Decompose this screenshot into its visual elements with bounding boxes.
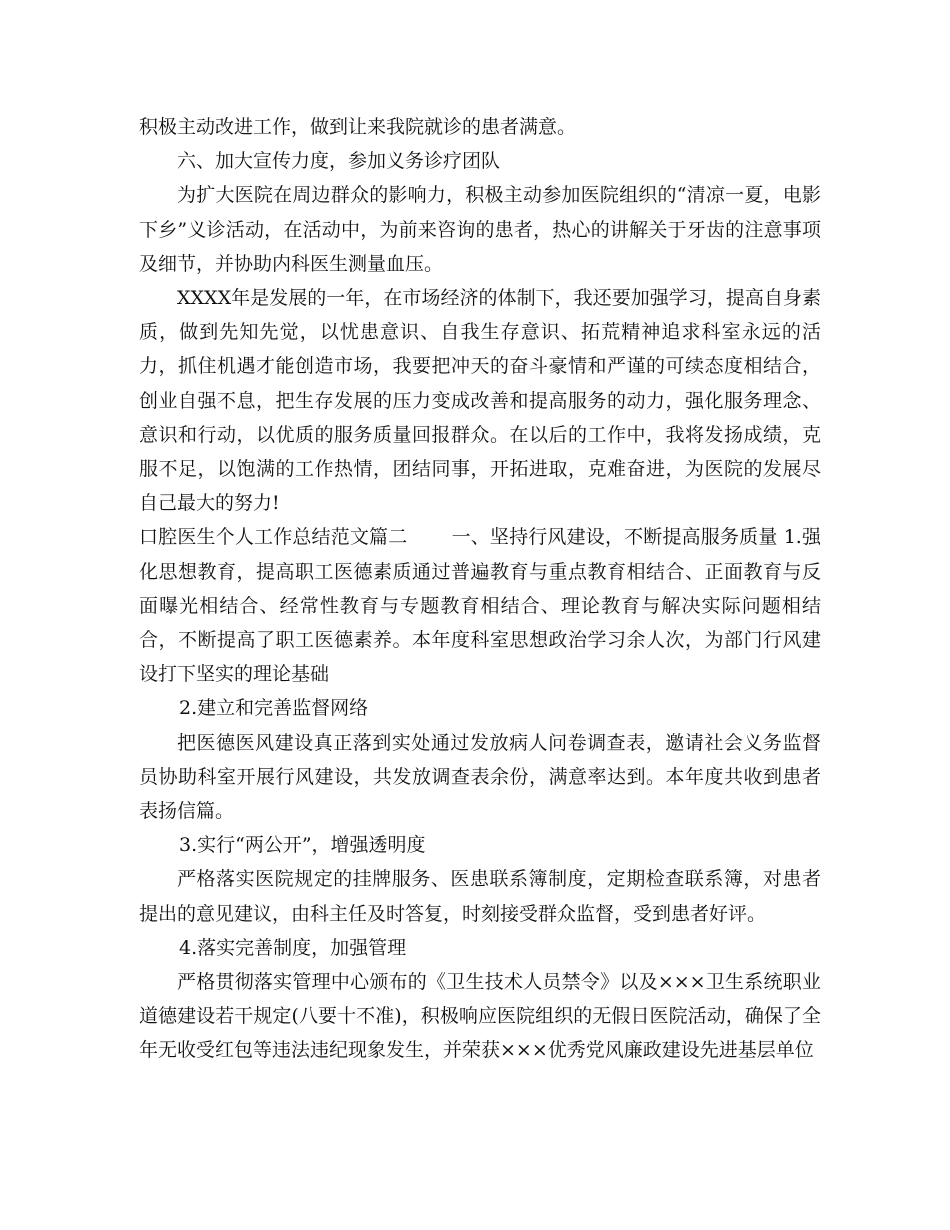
paragraph-part-two [139, 520, 821, 691]
paragraph-outreach: 为扩大医院在周边群众的影响力，积极主动参加医院组织的“清凉一夏，电影下乡”义诊活动，在活动中，为前来咨询的患者，热心的讲解关于牙齿的注意事项及细节，并协助内科医生测量血压。 [139, 184, 821, 275]
subheading-supervision: 2.建立和完善监督网络 [179, 697, 369, 720]
paragraph-outlook: XXXX年是发展的一年，在市场经济的体制下，我还要加强学习，提高自身素质，做到先知先觉，以忧患意识、自我生存意识、拓荒精神追求科室永远的活力，抓住机遇才能创造市场，我要把冲天的奋斗豪情和严谨的可续态度相结合，创业自强不息，把生存发展的压力变成改善和提高服务的动力，强化服务理念、意识和行动，以优质的服务质量回报群众。在以后的工作中，我将发扬成绩，克服不足，以饱满的工作热情，团结同事，开拓进取，克难奋进，为医院的发展尽自己最大的努力! [139, 287, 821, 515]
paragraph-management: 严格贯彻落实管理中心颁布的《卫生技术人员禁令》以及×××卫生系统职业道德建设若干规定(八要十不准)，积极响应医院组织的无假日医院活动，确保了全年无收受红包等违法违纪现象发生，并荣获×××优秀党风廉政建设先进基层单位 [139, 971, 821, 1062]
paragraph-supervision: 把医德医风建设真正落到实处通过发放病人问卷调查表，邀请社会义务监督员协助科室开展行风建设，共发放调查表余份，满意率达到。本年度共收到患者表扬信篇。 [139, 731, 821, 823]
part-two-body: 一、坚持行风建设，不断提高服务质量 1.强化思想教育，提高职工医德素质通过普遍教育与重点教育相结合、正面教育与反面曝光相结合、经常性教育与专题教育相结合、理论教育与解决实际问题相结合，不断提高了职工医德素养。本年度科室思想政治学习余人次，为部门行风建设打下坚实的理论基础 [139, 526, 821, 686]
section-heading-six: 六、加大宣传力度，参加义务诊疗团队 [177, 150, 501, 173]
paragraph-transparency: 严格落实医院规定的挂牌服务、医患联系簿制度，定期检查联系簿，对患者提出的意见建议，由科主任及时答复，时刻接受群众监督，受到患者好评。 [139, 868, 821, 925]
paragraph-continuation: 积极主动改进工作，做到让来我院就诊的患者满意。 [139, 116, 577, 138]
article-title: 口腔医生个人工作总结范文篇二 [139, 526, 408, 549]
subheading-transparency: 3.实行“两公开”，增强透明度 [179, 834, 426, 857]
document-page [139, 110, 821, 1068]
subheading-management: 4.落实完善制度，加强管理 [179, 936, 407, 959]
